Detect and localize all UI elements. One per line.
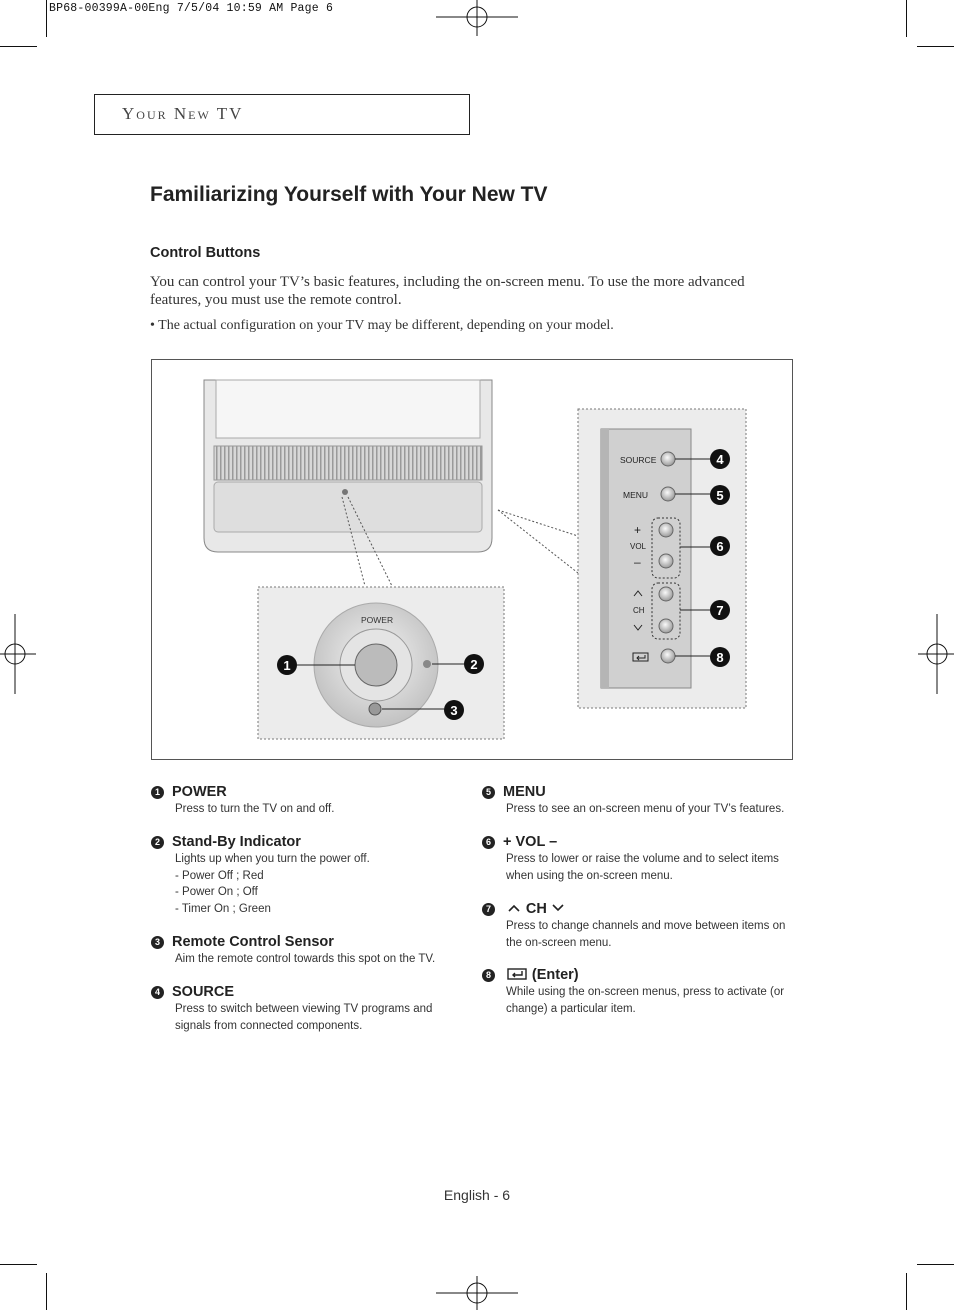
desc-remote-sensor (151, 933, 461, 968)
registration-mark-right (918, 614, 954, 694)
desc-title: POWER (172, 784, 227, 800)
desc-enter (482, 966, 802, 1017)
desc-line: Press to see an on-screen menu of your TV’s features. (506, 803, 785, 815)
callout-7: 7 (716, 603, 724, 618)
number-badge: 8 (482, 969, 495, 982)
callout-3: 3 (450, 703, 458, 718)
desc-title: Remote Control Sensor (172, 934, 334, 950)
ch-up-icon (507, 903, 521, 913)
desc-title: + VOL – (503, 834, 558, 850)
subheading: Control Buttons (150, 245, 261, 261)
callout-8: 8 (716, 650, 724, 665)
number-badge: 7 (482, 903, 495, 916)
desc-line: when using the on-screen menu. (506, 869, 673, 882)
desc-line: - Power On ; Off (175, 886, 258, 898)
desc-title: (Enter) (531, 967, 579, 983)
desc-line: change) a particular item. (506, 1002, 636, 1015)
desc-line: Lights up when you turn the power off. (175, 853, 370, 865)
desc-title: MENU (503, 784, 546, 800)
ch-down-icon (551, 903, 565, 913)
registration-mark-bottom (436, 1276, 518, 1310)
source-button-label: SOURCE (620, 455, 657, 465)
vol-plus-label: + (634, 523, 642, 537)
desc-line: Press to change channels and move between items on (506, 920, 786, 932)
vol-label: VOL (630, 542, 647, 551)
desc-line: While using the on-screen menus, press to activate (or (506, 986, 785, 998)
tv-illustration (152, 360, 792, 759)
number-badge: 6 (482, 836, 495, 849)
control-buttons-figure (151, 359, 793, 760)
intro-paragraph: You can control your TV’s basic features, including the on-screen menu. To use the more advanced features, you must use the remote control. (150, 274, 745, 308)
desc-power (151, 783, 461, 818)
desc-title: Stand-By Indicator (172, 834, 301, 850)
desc-standby-indicator (151, 833, 461, 917)
desc-channel (482, 900, 802, 951)
desc-line: Press to lower or raise the volume and to select items (506, 853, 779, 865)
power-knob-label: POWER (361, 615, 394, 625)
vol-minus-label: – (634, 555, 641, 569)
callout-6: 6 (716, 539, 724, 554)
desc-line: - Power Off ; Red (175, 869, 264, 882)
callout-1: 1 (283, 658, 291, 673)
desc-line: Press to turn the TV on and off. (175, 803, 335, 815)
desc-volume (482, 833, 802, 884)
registration-mark-left (0, 614, 36, 694)
number-badge: 5 (482, 786, 495, 799)
page-title: Familiarizing Yourself with Your New TV (150, 183, 548, 206)
desc-title: CH (525, 901, 547, 917)
desc-menu (482, 783, 802, 818)
callout-2: 2 (470, 657, 478, 672)
number-badge: 1 (151, 786, 164, 799)
desc-line: Aim the remote control towards this spot on the TV. (175, 953, 436, 965)
desc-line: the on-screen menu. (506, 936, 612, 949)
desc-source (151, 983, 461, 1034)
number-badge: 2 (151, 836, 164, 849)
callout-5: 5 (716, 488, 724, 503)
desc-line: - Timer On ; Green (175, 902, 271, 915)
desc-title: SOURCE (172, 984, 235, 1000)
desc-line: Press to switch between viewing TV programs and (175, 1003, 433, 1015)
callout-4: 4 (716, 452, 724, 467)
number-badge: 4 (151, 986, 164, 999)
print-slug: BP68-00399A-00Eng 7/5/04 10:59 AM Page 6 (49, 2, 334, 15)
menu-button-label: MENU (623, 490, 649, 500)
desc-line: signals from connected components. (175, 1019, 363, 1032)
number-badge: 3 (151, 936, 164, 949)
config-note: • The actual configuration on your TV may be different, depending on your model. (150, 318, 614, 333)
ch-label: CH (633, 606, 645, 615)
registration-mark-top (436, 0, 518, 36)
page-footer: English - 6 (443, 1187, 511, 1203)
section-tab-title: Your New TV (122, 104, 244, 123)
enter-icon (507, 968, 527, 980)
